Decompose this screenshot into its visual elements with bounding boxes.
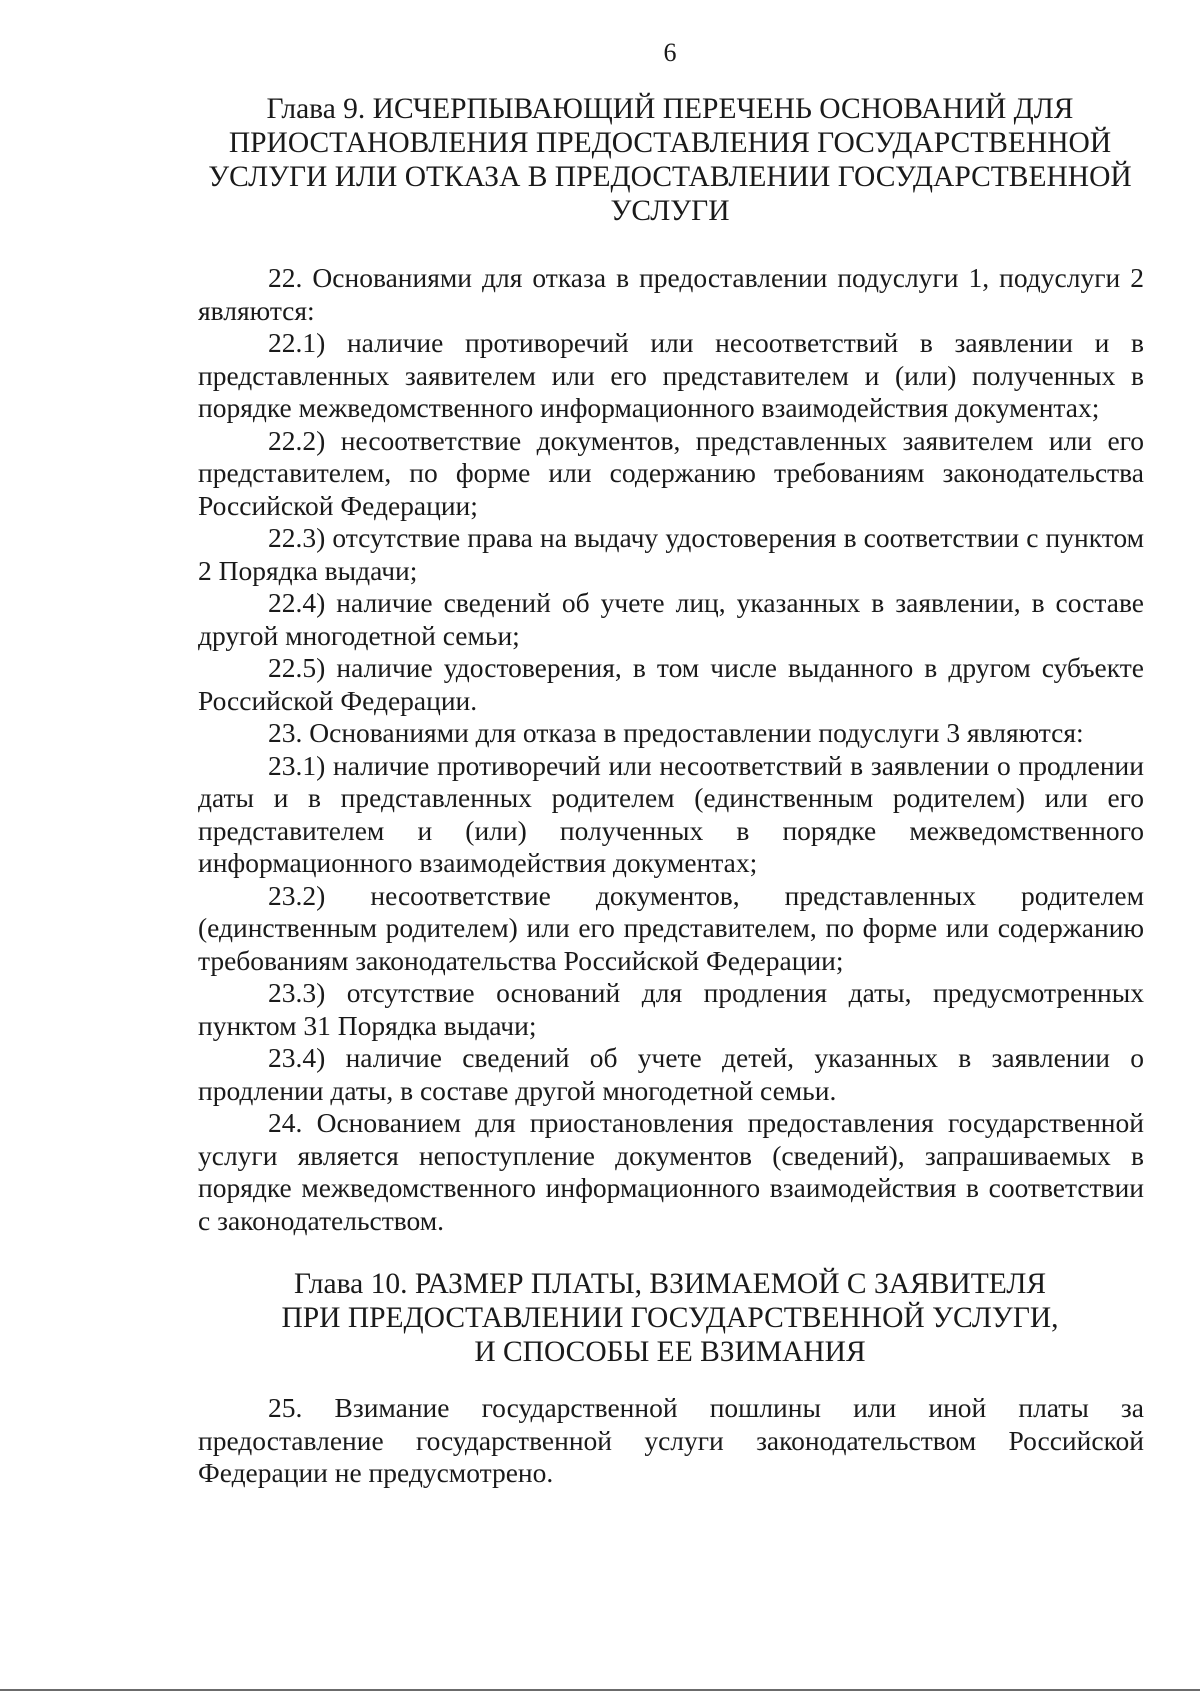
paragraph-22-5: 22.5) наличие удостоверения, в том числе выданного в другом субъекте Российской Федерации. bbox=[198, 652, 1144, 716]
paragraph-22-4: 22.4) наличие сведений об учете лиц, указанных в заявлении, в составе другой многодетной семьи; bbox=[198, 587, 1144, 651]
heading-line: УСЛУГИ bbox=[610, 195, 730, 227]
page-number: 6 bbox=[663, 38, 677, 67]
chapter-9-heading bbox=[200, 92, 1140, 228]
paragraph-22: 22. Основаниями для отказа в предоставлении подуслуги 1, подуслуги 2 являются: bbox=[198, 262, 1144, 326]
paragraph-25: 25. Взимание государственной пошлины или иной платы за предоставление государственной услуги законодательством Российской Федерации не предусмотрено. bbox=[198, 1392, 1144, 1488]
paragraph-23: 23. Основаниями для отказа в предоставлении подуслуги 3 являются: bbox=[268, 717, 1084, 748]
paragraph-23-2: 23.2) несоответствие документов, представленных родителем (единственным родителем) или его представителем, по форме или содержанию требованиям законодательства Российской Федерации; bbox=[198, 879, 1144, 976]
chapter-9-body bbox=[198, 262, 1144, 1237]
paragraph-22-1: 22.1) наличие противоречий или несоответствий в заявлении и в представленных заявителем или его представителем и (или) полученных в порядке межведомственного информационного взаимодействия документах; bbox=[198, 327, 1144, 423]
heading-line: ПРИОСТАНОВЛЕНИЯ ПРЕДОСТАВЛЕНИЯ ГОСУДАРСТВЕННОЙ bbox=[228, 127, 1112, 159]
heading-line: Глава 9. ИСЧЕРПЫВАЮЩИЙ ПЕРЕЧЕНЬ ОСНОВАНИЙ ДЛЯ bbox=[266, 93, 1074, 125]
heading-line: ПРИ ПРЕДОСТАВЛЕНИИ ГОСУДАРСТВЕННОЙ УСЛУГИ, bbox=[281, 1302, 1059, 1334]
chapter-10-heading bbox=[200, 1267, 1140, 1369]
paragraph-23-3: 23.3) отсутствие оснований для продления даты, предусмотренных пунктом 31 Порядка выдачи; bbox=[198, 977, 1144, 1041]
heading-line: Глава 10. РАЗМЕР ПЛАТЫ, ВЗИМАЕМОЙ С ЗАЯВИТЕЛЯ bbox=[293, 1268, 1047, 1300]
paragraph-24: 24. Основанием для приостановления предоставления государственной услуги является непоступление документов (сведений), запрашиваемых в порядке межведомственного информационного взаимодействия в соответствии с законодательством. bbox=[198, 1107, 1144, 1236]
paragraph-22-3: 22.3) отсутствие права на выдачу удостоверения в соответствии с пунктом 2 Порядка выдачи; bbox=[198, 522, 1144, 586]
paragraph-22-2: 22.2) несоответствие документов, представленных заявителем или его представителем, по форме или содержанию требованиям законодательства Российской Федерации; bbox=[198, 424, 1144, 521]
paragraph-23-1: 23.1) наличие противоречий или несоответствий в заявлении о продлении даты и в представленных родителем (единственным родителем) или его представителем и (или) полученных в порядке межведомственного информационного взаимодействия документах; bbox=[198, 749, 1144, 878]
chapter-10-body bbox=[198, 1392, 1144, 1490]
paragraph-23-4: 23.4) наличие сведений об учете детей, указанных в заявлении о продлении даты, в составе другой многодетной семьи. bbox=[198, 1042, 1144, 1106]
heading-line: И СПОСОБЫ ЕЕ ВЗИМАНИЯ bbox=[474, 1336, 866, 1368]
scan-bottom-edge bbox=[0, 1689, 1200, 1691]
heading-line: УСЛУГИ ИЛИ ОТКАЗА В ПРЕДОСТАВЛЕНИИ ГОСУДАРСТВЕННОЙ bbox=[208, 161, 1132, 193]
